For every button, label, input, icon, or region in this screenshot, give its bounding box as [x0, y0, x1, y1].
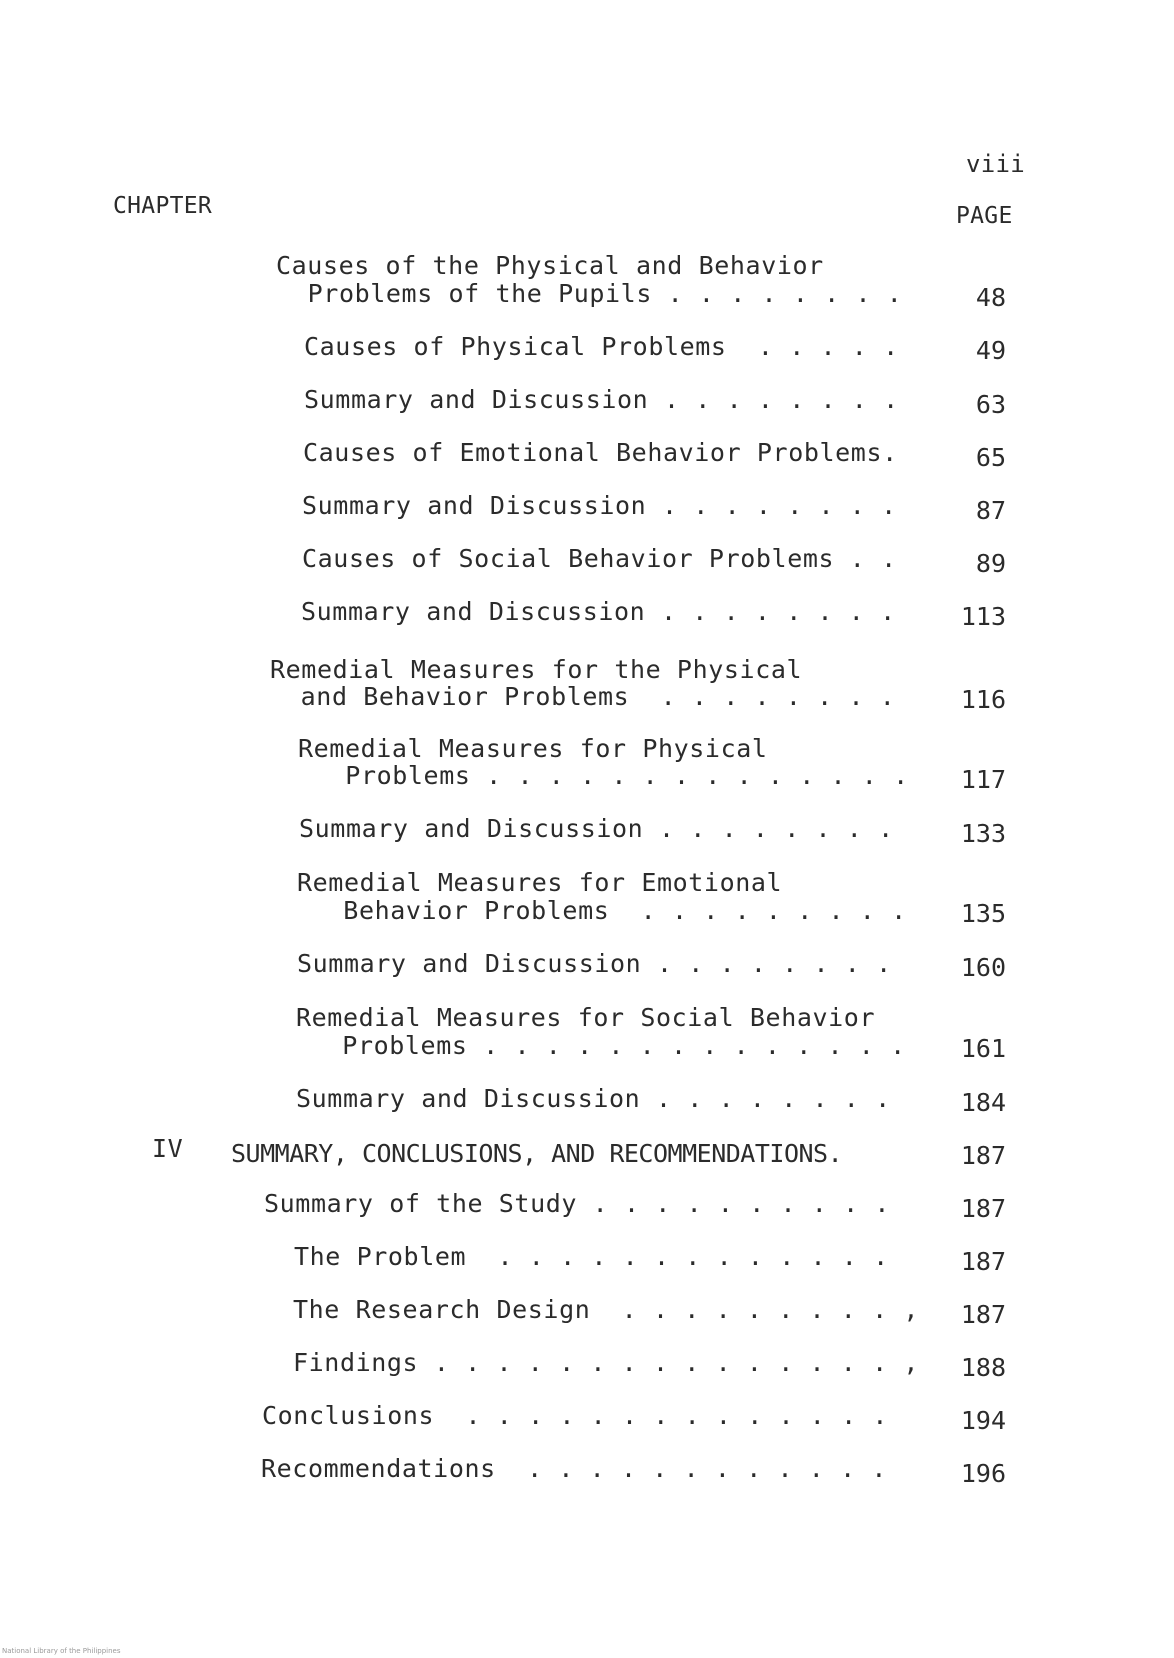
toc-entry-title: Summary and Discussion . . . . . . . . [299, 814, 894, 843]
toc-entry-page: 87 [975, 496, 1006, 525]
page-column-header: PAGE [956, 203, 1013, 229]
toc-entry-title: Remedial Measures for Physical [298, 734, 768, 763]
scan-footer: National Library of the Philippines [2, 1647, 121, 1655]
toc-entry-page: 63 [975, 390, 1006, 419]
toc-entry-page: 196 [960, 1459, 1006, 1488]
toc-entry-page: 188 [960, 1353, 1006, 1382]
toc-entry-page: 160 [960, 953, 1006, 982]
toc-entry-title: Summary and Discussion . . . . . . . . [304, 385, 899, 414]
toc-entry-title: Summary of the Study . . . . . . . . . . [264, 1189, 891, 1218]
toc-entry-page: 113 [960, 602, 1006, 631]
toc-entry-title: Summary and Discussion . . . . . . . . [296, 1084, 891, 1113]
toc-entry-title-cont: Problems . . . . . . . . . . . . . . [314, 761, 909, 790]
toc-entry-page: 48 [975, 283, 1006, 312]
toc-entry-title: Recommendations . . . . . . . . . . . . [261, 1454, 888, 1483]
toc-entry-title-cont: Problems of the Pupils . . . . . . . . [292, 279, 903, 308]
toc-entry-title: Causes of the Physical and Behavior [276, 251, 824, 280]
page-number: viii [966, 150, 1025, 178]
toc-entry-title: Conclusions . . . . . . . . . . . . . . [262, 1401, 889, 1430]
toc-entry-title: Causes of Social Behavior Problems . . [302, 544, 897, 573]
toc-entry-title: Remedial Measures for Social Behavior [296, 1003, 876, 1032]
toc-entry-page: 184 [960, 1088, 1006, 1117]
toc-entry-page: 194 [960, 1406, 1006, 1435]
toc-entry-title: The Research Design . . . . . . . . . , [293, 1295, 920, 1324]
chapter-number: IV [152, 1134, 184, 1163]
toc-entry-title: Findings . . . . . . . . . . . . . . . , [293, 1348, 920, 1377]
toc-entry-page: 135 [960, 899, 1006, 928]
toc-entry-title-cont: Problems . . . . . . . . . . . . . . [311, 1031, 906, 1060]
toc-entry-page: 187 [960, 1194, 1006, 1223]
toc-entry-title: The Problem . . . . . . . . . . . . . [294, 1242, 889, 1271]
toc-entry-page: 89 [975, 549, 1006, 578]
toc-entry-title: Summary and Discussion . . . . . . . . [297, 949, 892, 978]
toc-entry-page: 65 [975, 443, 1006, 472]
toc-entry-title: SUMMARY, CONCLUSIONS, AND RECOMMENDATIONS. [231, 1139, 843, 1168]
toc-entry-page: 187 [960, 1247, 1006, 1276]
toc-entry-title: Causes of Physical Problems . . . . . [304, 332, 899, 361]
toc-entry-title: Remedial Measures for Emotional [297, 868, 783, 897]
toc-entry-title: Summary and Discussion . . . . . . . . [301, 597, 896, 626]
toc-entry-page: 187 [960, 1141, 1006, 1170]
toc-entry-title-cont: and Behavior Problems . . . . . . . . [285, 682, 896, 711]
toc-entry-page: 117 [960, 765, 1006, 794]
toc-entry-page: 187 [960, 1300, 1006, 1329]
toc-entry-page: 116 [960, 685, 1006, 714]
toc-entry-page: 49 [975, 336, 1006, 365]
toc-entry-title: Causes of Emotional Behavior Problems. [303, 438, 898, 467]
chapter-column-header: CHAPTER [113, 193, 213, 219]
toc-entry-title: Summary and Discussion . . . . . . . . [302, 491, 897, 520]
toc-entry-title: Remedial Measures for the Physical [270, 655, 803, 684]
toc-entry-page: 133 [960, 819, 1006, 848]
toc-entry-title-cont: Behavior Problems . . . . . . . . . [312, 896, 907, 925]
toc-entry-page: 161 [960, 1034, 1006, 1063]
